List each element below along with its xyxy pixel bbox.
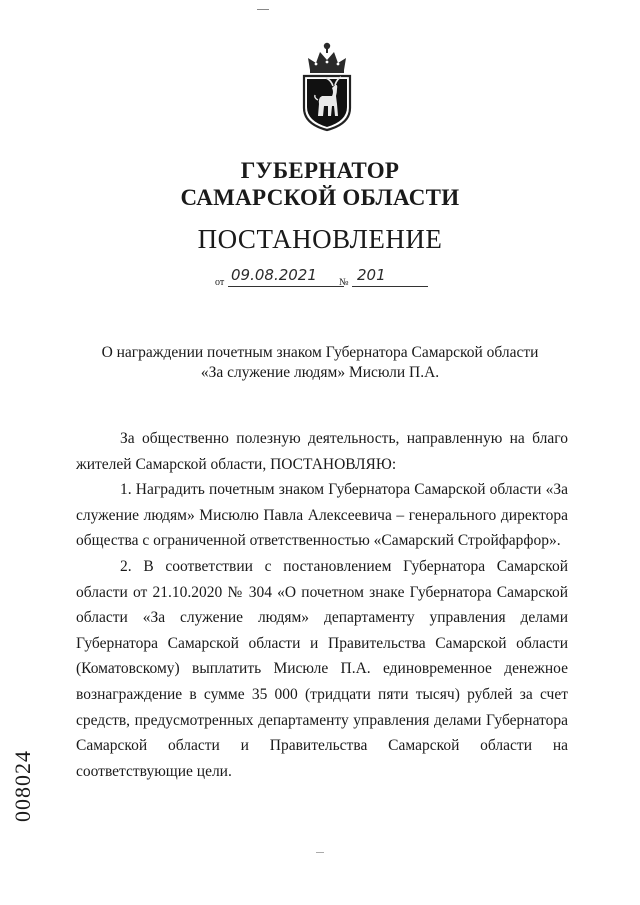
date-label: от	[215, 277, 225, 288]
body-paragraph-item-2: 2. В соответствии с постановлением Губернатора Самарской области от 21.10.2020 № 304 «О почетном знаке Губернатора Самарской области «За служение людям» департаменту управления делами Губернатора Самарской области и Правительства Самарской области (Коматовскому) выплатить Мисюле П.А. единовременное денежное вознаграждение в сумме 35 000 (тридцати пяти тысяч) рублей за счет средств, предусмотренных департаменту управления делами Губернатора Самарской области и Правительства Самарской области на соответствующие цели.	[76, 557, 568, 780]
document-type-heading: ПОСТАНОВЛЕНИЕ	[197, 224, 443, 254]
number-value: 201	[357, 266, 386, 284]
document-subject	[0, 343, 640, 383]
issuer-title-line-1: ГУБЕРНАТОР	[240, 158, 400, 183]
subject-line-2: «За служение людям» Мисюли П.А.	[200, 364, 440, 381]
number-label: №	[339, 277, 349, 288]
scan-mark-bottom	[316, 852, 324, 853]
date-underline	[228, 286, 344, 287]
scan-mark	[257, 9, 269, 10]
issuer-title-line-2: САМАРСКОЙ ОБЛАСТИ	[180, 185, 460, 210]
subject-line-1: О награждении почетным знаком Губернатора Самарской области	[101, 344, 539, 361]
document-body	[76, 426, 568, 784]
date-number-row	[215, 266, 435, 290]
date-value: 09.08.2021	[231, 266, 317, 284]
number-underline	[352, 286, 428, 287]
body-paragraph-preamble: За общественно полезную деятельность, направленную на благо жителей Самарской области, ПОСТАНОВЛЯЮ:	[76, 430, 568, 473]
body-paragraph-item-1: 1. Наградить почетным знаком Губернатора Самарской области «За служение людям» Мисюлю Павла Алексеевича – генерального директора общества с ограниченной ответственностью «Самарский Стройфарфор».	[76, 481, 568, 550]
coat-of-arms-emblem	[296, 40, 358, 132]
document-serial-number: 008024	[10, 750, 35, 822]
